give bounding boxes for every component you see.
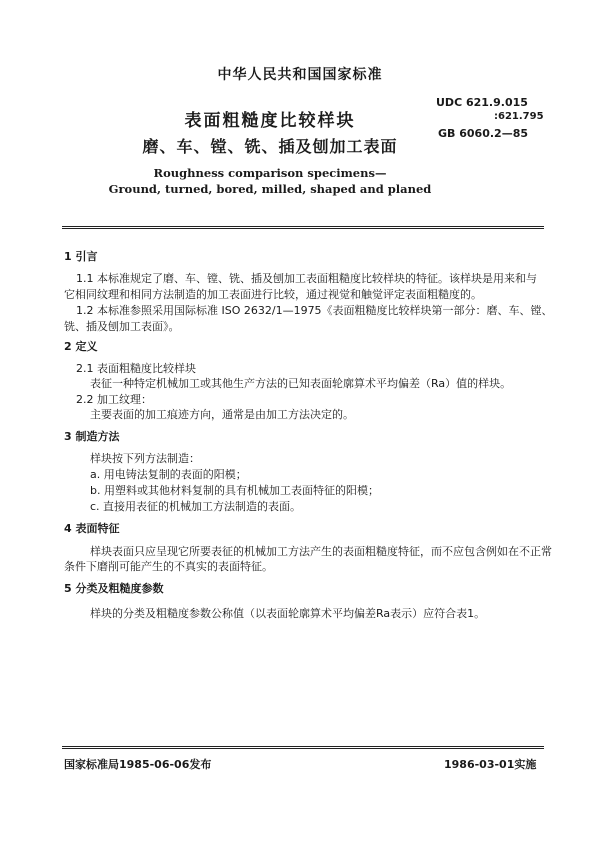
- footer-rule-top: [62, 746, 544, 747]
- footer-rule-bottom: [62, 748, 544, 749]
- section-3-intro: 样块按下列方法制造：: [90, 452, 200, 465]
- title-english-line1: Roughness comparison specimens—: [153, 166, 387, 180]
- clause-1-2-line1: 1.2 本标准参照采用国际标准 ISO 2632/1—1975《表面粗糙度比较样块第一部分：磨、车、镗、: [76, 304, 553, 317]
- clause-2-2-label: 2.2 加工纹理：: [76, 393, 152, 406]
- standard-name: 中华人民共和国国家标准: [217, 67, 383, 83]
- udc-number-continued: :621.795: [494, 111, 544, 122]
- issue-date: 国家标准局1985-06-06发布: [64, 758, 212, 771]
- title-english-line2: Ground, turned, bored, milled, shaped and planed: [108, 182, 432, 196]
- header-rule-bottom: [62, 228, 544, 229]
- method-a: a. 用电铸法复制的表面的阳模；: [90, 468, 247, 481]
- method-b: b. 用塑料或其他材料复制的具有机械加工表面特征的阳模；: [90, 484, 379, 497]
- section-4-line2: 条件下磨削可能产生的不真实的表面特征。: [64, 560, 273, 573]
- udc-number: UDC 621.9.015: [436, 96, 528, 109]
- section-2-title: 2 定义: [64, 340, 98, 353]
- clause-2-1-text: 表征一种特定机械加工或其他生产方法的已知表面轮廓算术平均偏差（Ra）值的样块。: [90, 377, 512, 390]
- clause-1-1-line2: 它相同纹理和相同方法制造的加工表面进行比较，通过视觉和触觉评定表面粗糙度的。: [64, 288, 482, 301]
- header-rule-top: [62, 226, 544, 227]
- section-4-title: 4 表面特征: [64, 522, 120, 535]
- method-c: c. 直接用表征的机械加工方法制造的表面。: [90, 500, 302, 513]
- clause-2-1-label: 2.1 表面粗糙度比较样块: [76, 362, 196, 375]
- section-5-line1: 样块的分类及粗糙度参数公称值（以表面轮廓算术平均偏差Ra表示）应符合表1。: [90, 607, 486, 620]
- title-chinese-sub: 磨、车、镗、铣、插及刨加工表面: [142, 137, 398, 156]
- section-3-title: 3 制造方法: [64, 430, 120, 443]
- gb-number: GB 6060.2—85: [438, 127, 528, 140]
- clause-1-1-line1: 1.1 本标准规定了磨、车、镗、铣、插及刨加工表面粗糙度比较样块的特征。该样块是用来和与: [76, 272, 537, 285]
- clause-1-2-line2: 铣、插及刨加工表面》。: [64, 320, 180, 333]
- clause-2-2-text: 主要表面的加工痕迹方向，通常是由加工方法决定的。: [90, 408, 354, 421]
- effective-date: 1986-03-01实施: [444, 758, 537, 771]
- section-4-line1: 样块表面只应呈现它所要表征的机械加工方法产生的表面粗糙度特征，而不应包含例如在不正常: [90, 545, 552, 558]
- title-chinese-main: 表面粗糙度比较样块: [184, 111, 356, 131]
- section-1-title: 1 引言: [64, 250, 98, 263]
- section-5-title: 5 分类及粗糙度参数: [64, 582, 164, 595]
